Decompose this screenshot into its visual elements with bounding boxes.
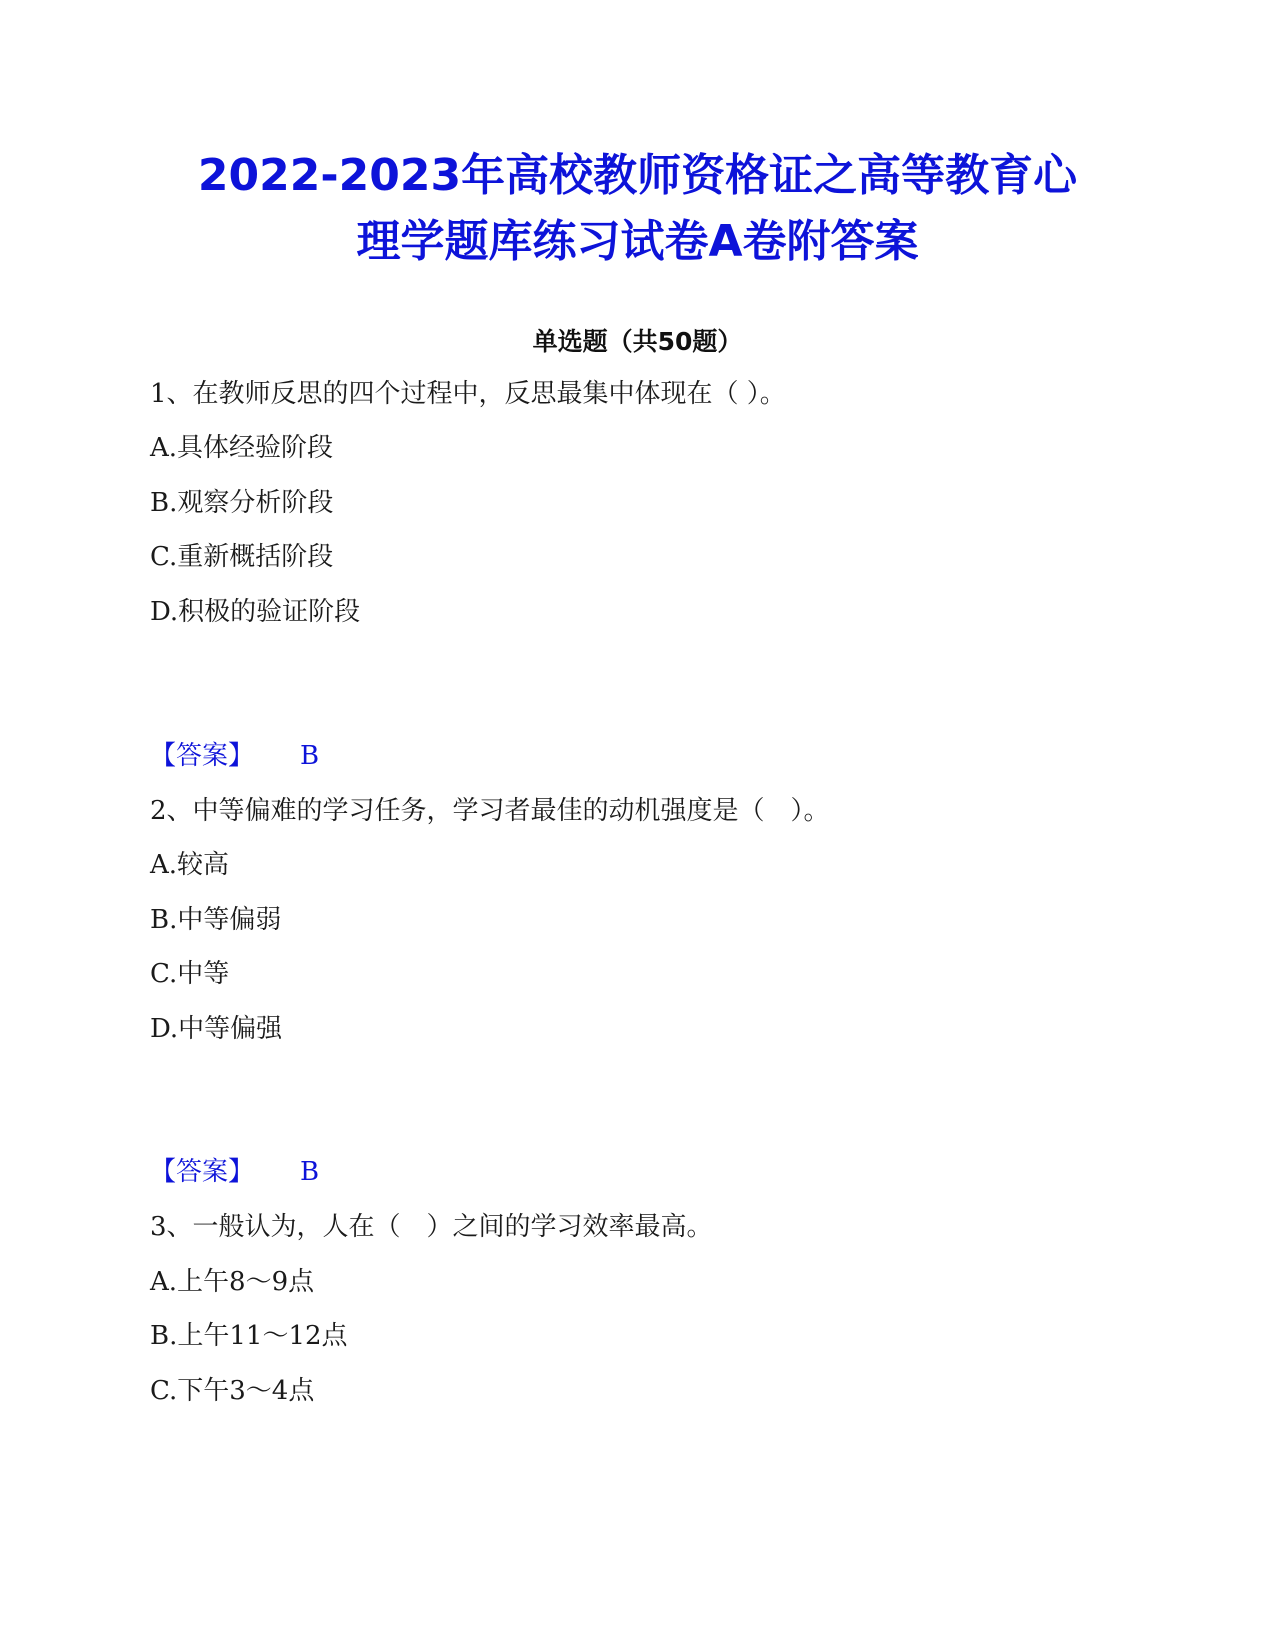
- answer-label: 【答案】: [150, 741, 255, 771]
- question-2-stem: 2、中等偏难的学习任务，学习者最佳的动机强度是（ ）。: [150, 796, 830, 826]
- question-1-stem: 1、在教师反思的四个过程中，反思最集中体现在（ ）。: [150, 379, 786, 409]
- section-heading: 单选题（共50题）: [532, 327, 743, 356]
- answer-value: B: [300, 1157, 320, 1187]
- question-3-option-a: A.上午8～9点: [150, 1267, 315, 1297]
- question-3-stem: 3、一般认为，人在（ ）之间的学习效率最高。: [150, 1212, 713, 1242]
- question-1-option-c: C.重新概括阶段: [150, 542, 334, 572]
- document-title: [0, 145, 1275, 273]
- question-2-option-a: A.较高: [150, 850, 230, 880]
- answer-label: 【答案】: [150, 1157, 255, 1187]
- question-1-answer: [150, 740, 319, 772]
- answer-value: B: [300, 741, 320, 771]
- question-1-option-d: D.积极的验证阶段: [150, 597, 361, 627]
- question-3-option-c: C.下午3～4点: [150, 1376, 315, 1406]
- question-2-answer: [150, 1156, 319, 1188]
- question-2-option-c: C.中等: [150, 959, 230, 989]
- question-2-option-b: B.中等偏弱: [150, 905, 282, 935]
- title-line-1: 2022-2023年高校教师资格证之高等教育心: [197, 150, 1078, 201]
- question-1-option-b: B.观察分析阶段: [150, 488, 334, 518]
- question-3-option-b: B.上午11～12点: [150, 1321, 348, 1351]
- title-line-2: 理学题库练习试卷A卷附答案: [356, 216, 919, 267]
- question-1-option-a: A.具体经验阶段: [150, 433, 334, 463]
- question-2-option-d: D.中等偏强: [150, 1014, 283, 1044]
